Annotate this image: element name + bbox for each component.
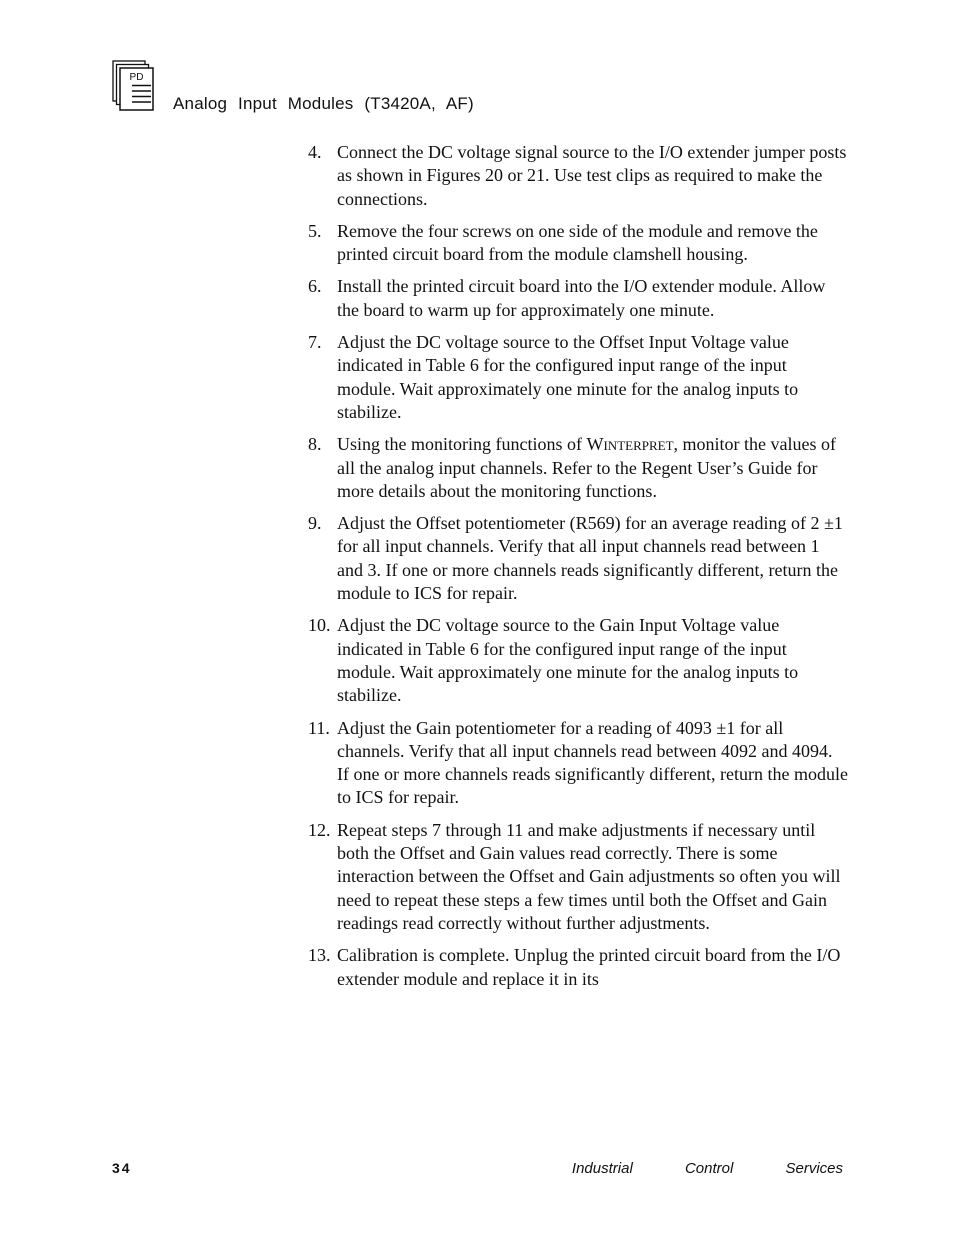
step-text: Repeat steps 7 through 11 and make adjustments if necessary until both the Offset and Gain values read correctly. There is some interaction between the Offset and Gain adjustments so often you will need to repeat these steps a few times until both the Offset and Gain readings read correctly without further adjustments. [337, 819, 841, 933]
step-number: 5. [308, 220, 322, 241]
step-number: 8. [308, 434, 322, 455]
step-6 [308, 275, 848, 322]
step-text: Install the printed circuit board into the I/O extender module. Allow the board to warm up for approximately one minute. [337, 276, 826, 320]
step-text [337, 434, 836, 501]
step-13 [308, 944, 848, 991]
step-text: Connect the DC voltage signal source to the I/O extender jumper posts as shown in Figures 20 or 21. Use test clips as required to make the connections. [337, 142, 847, 209]
document-stack-icon [112, 60, 156, 112]
step-10 [308, 614, 848, 707]
step-number: 11. [308, 717, 330, 738]
step-text: Adjust the Offset potentiometer (R569) for an average reading of 2 ±1 for all input channels. Verify that all input channels read between 1 and 3. If one or more channels reads significantly different, return the module to ICS for repair. [337, 513, 843, 604]
step-number: 13. [308, 945, 331, 966]
step-text: Adjust the DC voltage source to the Offset Input Voltage value indicated in Table 6 for the configured input range of the input module. Wait approximately one minute for the analog inputs to stabilize. [337, 332, 799, 422]
running-header-title: Analog Input Modules (T3420A, AF) [173, 94, 474, 113]
step-text: Adjust the DC voltage source to the Gain Input Voltage value indicated in Table 6 for the configured input range of the input module. Wait approximately one minute for the analog inputs to stabilize. [337, 615, 799, 706]
step-text: Adjust the Gain potentiometer for a reading of 4093 ±1 for all channels. Verify that all input channels read between 4092 and 4094. If one or more channels reads significantly different, return the module to ICS for repair. [337, 717, 848, 808]
step-number: 7. [308, 332, 322, 353]
step-number: 12. [308, 819, 331, 840]
step-11 [308, 717, 848, 810]
step-5 [308, 220, 848, 267]
footer-company-name: Industrial Control Services [571, 1160, 843, 1177]
step-number: 4. [308, 142, 322, 162]
step-4 [308, 141, 848, 211]
step-text-after: , monitor the values of all the analog input channels. Refer to the Regent User’s Guide for more details about the monitoring functions. [337, 434, 836, 501]
step-number: 10. [308, 615, 331, 636]
step-text: Calibration is complete. Unplug the printed circuit board from the I/O extender module and replace it in its [337, 945, 841, 989]
logo-text: PD [129, 72, 144, 83]
procedure-steps [308, 141, 848, 1000]
step-text: Remove the four screws on one side of the module and remove the printed circuit board from the module clamshell housing. [337, 220, 818, 265]
step-number: 9. [308, 513, 322, 534]
step-7 [308, 331, 848, 424]
step-9 [308, 512, 848, 605]
step-text-before: Using the monitoring functions of [337, 434, 587, 455]
step-number: 6. [308, 276, 322, 297]
software-name: Winterpret [586, 434, 674, 455]
page-number: 34 [112, 1160, 132, 1176]
step-12 [308, 819, 848, 935]
step-8 [308, 433, 848, 503]
